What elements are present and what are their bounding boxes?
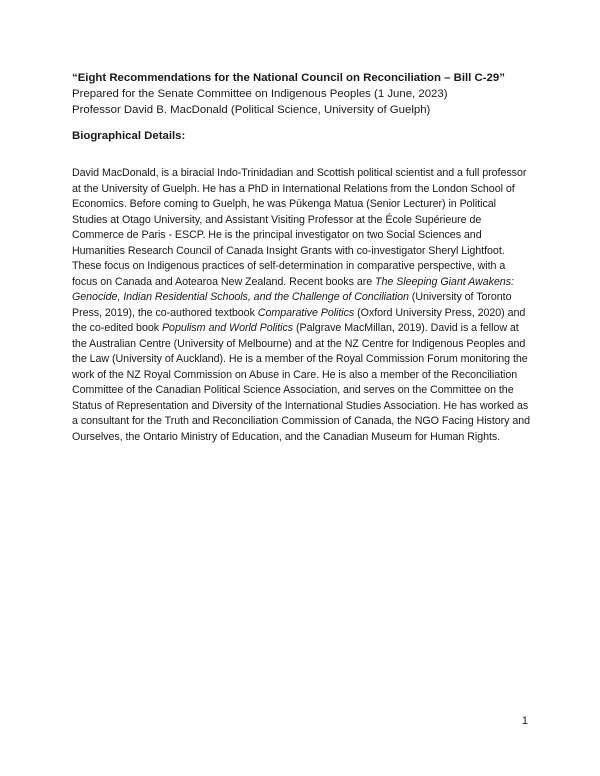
prepared-for-line: Prepared for the Senate Committee on Indigenous Peoples (1 June, 2023) [72,88,448,100]
bio-text-part-1: David MacDonald, is a biracial Indo-Trinidadian and Scottish political scientist and a full professor at the University of Guelph. He has a PhD in International Relations from the London School of Economics. Before coming to Guelph, he was Pūkenga Matua (Senior Lecturer) in Political Studies at Otago University, and Assistant Visiting Professor at the École Supérieure de Commerce de Paris - ESCP. He is the principal investigator on two Social Sciences and Humanities Research Council of Canada Insight Grants with co-investigator Sheryl Lightfoot. These focus on Indigenous practices of self-determination in comparative perspective, with a focus on Canada and Aotearoa New Zealand. Recent books are [72,167,527,288]
document-header [72,70,542,118]
author-line: Professor David B. MacDonald (Political Science, University of Guelph) [72,104,431,116]
bio-text-part-2: (University of Toronto Press, 2019), the co-authored textbook [72,291,512,319]
bio-text-part-4: (Palgrave MacMillan, 2019). David is a fellow at the Australian Centre (University of Melbourne) and at the NZ Centre for Indigenous Peoples and the Law (University of Auckland). He is a member of the Royal Commission Forum monitoring the work of the NZ Royal Commission on Abuse in Care. He is also a member of the Reconciliation Committee of the Canadian Political Science Association, and serves on the Committee on the Status of Representation and Diversity of the International Studies Association. He has worked as a consultant for the Truth and Reconciliation Commission of Canada, the NGO Facing History and Ourselves, the Ontario Ministry of Education, and the Canadian Museum for Human Rights. [72,322,531,443]
book-title-populism-world-politics: Populism and World Politics [161,322,294,334]
page-number: 1 [521,715,528,727]
biography-paragraph [72,166,532,445]
book-title-comparative-politics: Comparative Politics [257,306,355,319]
document-title: “Eight Recommendations for the National Council on Reconciliation – Bill C-29” [72,72,505,84]
section-heading: Biographical Details: [72,130,186,142]
bio-text-part-3: (Oxford University Press, 2020) and the co-edited book [72,306,526,334]
book-title-sleeping-giant: The Sleeping Giant Awakens: Genocide, Indian Residential Schools, and the Challenge of Conciliation [72,275,514,303]
